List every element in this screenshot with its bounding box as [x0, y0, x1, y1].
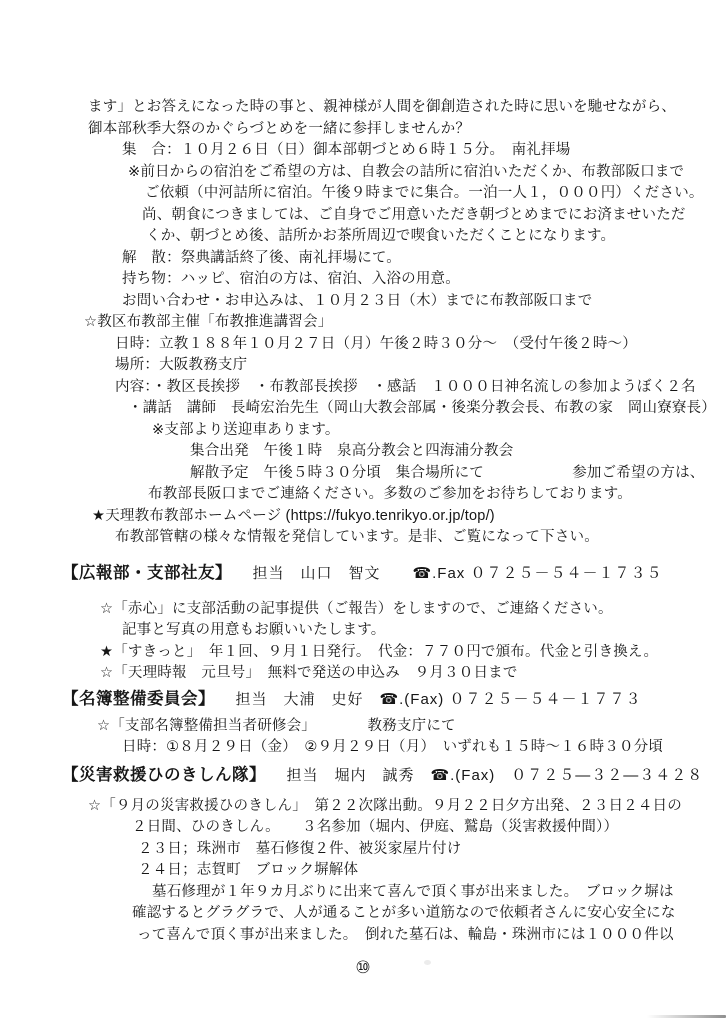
text-line: 記事と写真の用意もお願いいたします。: [122, 622, 386, 638]
section-title: 【名簿整備委員会】: [62, 689, 215, 708]
text-line: ※支部より送迎車あります。: [152, 421, 340, 438]
text-line: 尚、朝食につきましては、ご自身でご用意いただき朝づとめまでにお済ませいただ: [142, 206, 686, 223]
scan-artifact: [647, 1015, 726, 1018]
text-line: 布教部長阪口までご連絡ください。多数のご参加をお待ちしております。: [148, 486, 632, 502]
page-number: ⑩: [355, 958, 371, 977]
text-line: ・講話 講師 長崎宏治先生（岡山大教会部属・後楽分教会長、布教の家 岡山寮寮長）: [128, 400, 716, 416]
scan-speck-artifact: [424, 960, 431, 965]
text-line: って喜んで頂く事が出来ました。 倒れた墓石は、輪島・珠洲市には１０００件以: [137, 926, 674, 943]
section-header: [62, 561, 726, 586]
section-header: [62, 763, 726, 788]
section-contact: 担当 堀内 誠秀 ☎.(Fax) ０７２５―３２―３４２８: [286, 766, 704, 784]
text-line: ご依頼（中河詰所に宿泊。午後９時までに集合。一泊一人１，０００円）ください。: [145, 185, 704, 201]
text-line: ２日間、ひのきしん。 ３名参加（堀内、伊庭、鷲島（災害救援仲間））: [132, 819, 619, 835]
text-line: 墓石修理が１年９カ月ぶりに出来て喜んで頂く事が出来ました。 ブロック塀は: [152, 883, 674, 900]
text-line: ます」とお答えになった時の事と、親神様が人間を御創造された時に思いを馳せながら、: [88, 99, 676, 115]
section-body: [0, 599, 726, 685]
text-line: 場所：大阪教務支庁: [115, 357, 248, 373]
text-line: 解 散：祭典講話終了後、南礼拝場にて。: [122, 249, 402, 266]
section-body: [0, 716, 726, 759]
text-line: 御本部秋季大祭のかぐらづとめを一緒に参拝しませんか？: [88, 120, 471, 137]
section-header: [62, 687, 726, 712]
section-title: 【広報部・支部社友】: [62, 563, 232, 582]
text-line: ★天理教布教部ホームページ (https://fukyo.tenrikyo.or.jp/top/): [92, 507, 495, 524]
text-line: ☆「赤心」に支部活動の記事提供（ご報告）をしますので、ご連絡ください。: [100, 600, 613, 617]
section-koho-shibu-shayu: [0, 561, 726, 685]
section-contact: 担当 山口 智文 ☎.Fax ０７２５－５４－１７３５: [252, 564, 663, 582]
text-line: くか、朝づとめ後、詰所かお茶所周辺で喫食いただくことになります。: [146, 228, 616, 244]
text-line: ☆「９月の災害救援ひのきしん」 第２２次隊出動。９月２２日夕方出発、２３日２４日の: [88, 797, 682, 814]
section-body: [0, 796, 726, 947]
text-line: 日時：①８月２９日（金） ②９月２９日（月） いずれも１５時～１６時３０分頃: [122, 739, 664, 755]
text-line: ★「すきっと」 年１回、９月１日発行。 代金：７７０円で頒布。代金と引き換え。: [100, 643, 659, 660]
section-contact: 担当 大浦 史好 ☎.(Fax) ０７２５－５４－１７７３: [235, 690, 642, 708]
text-line: 持ち物：ハッピ、宿泊の方は、宿泊、入浴の用意。: [122, 271, 460, 287]
text-line: ☆教区布教部主催「布教推進講習会」: [84, 314, 333, 330]
text-line: 集合出発 午後１時 泉高分教会と四海浦分教会: [190, 443, 514, 459]
text-line: 確認するとグラグラで、人が通ることが多い道筋なので依頼者さんに安心安全にな: [132, 905, 676, 921]
text-line: 解散予定 午後５時３０分頃 集合場所にて 参加ご希望の方は、: [190, 464, 705, 481]
section-title: 【災害救援ひのきしん隊】: [62, 765, 266, 784]
text-line: ☆「天理時報 元旦号」 無料で発送の申込み ９月３０日まで: [100, 665, 518, 681]
text-line: ☆「支部名簿整備担当者研修会」 教務支庁にて: [97, 717, 456, 734]
text-line: ※前日からの宿泊をご希望の方は、自教会の詰所に宿泊いただくか、布教部阪口まで: [128, 163, 685, 180]
text-line: 日時：立教１８８年１０月２７日（月）午後２時３０分～ （受付午後２時～）: [115, 335, 637, 352]
text-line: 集 合：１０月２６日（日）御本部朝づとめ６時１５分。 南礼拝場: [122, 142, 571, 158]
section-meibo-seibi: [0, 687, 726, 759]
section-saigai-kyuen: [0, 763, 726, 947]
text-line: 内容：・教区長挨拶 ・布教部長挨拶 ・感話 １０００日神名流しの参加ようぼく２名: [115, 378, 696, 395]
text-line: ２４日；志賀町 ブロック塀解体: [138, 862, 359, 878]
text-line: お問い合わせ・お申込みは、１０月２３日（木）までに布教部阪口まで: [122, 292, 593, 309]
text-line: ２３日；珠洲市 墓石修復２件、被災家屋片付け: [138, 840, 462, 857]
text-line: 布教部管轄の様々な情報を発信しています。是非、ご覧になって下さい。: [115, 529, 599, 545]
